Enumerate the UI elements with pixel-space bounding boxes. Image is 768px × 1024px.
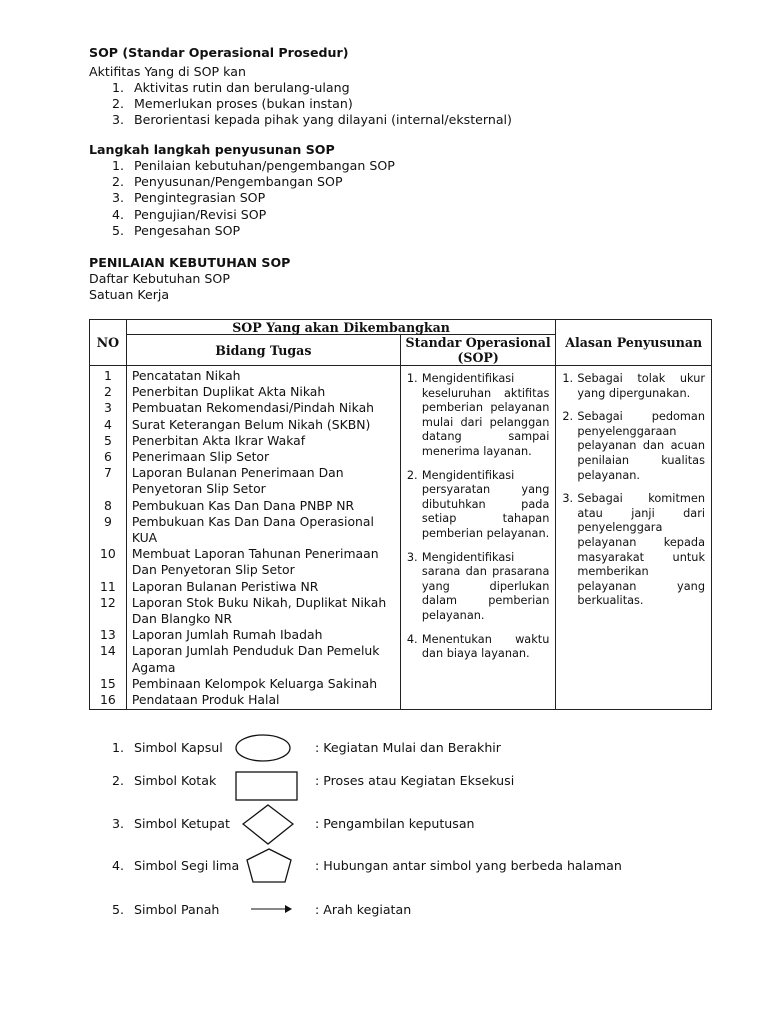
bidang-tugas-line: Laporan Bulanan Penerimaan Dan	[131, 465, 344, 481]
row-number: 6	[103, 449, 112, 465]
standar-column	[400, 366, 556, 710]
bidang-tugas-line: Penyetoran Slip Setor	[131, 481, 266, 497]
bidang-tugas-line: Pencatatan Nikah	[131, 368, 241, 383]
bidang-tugas-line: Pembuatan Rekomendasi/Pindah Nikah	[131, 400, 375, 416]
row-number: 11	[100, 578, 116, 594]
row-number: 15	[100, 675, 116, 691]
header-no: NO	[90, 320, 127, 366]
row-number	[90, 611, 126, 627]
bidang-tugas-column	[126, 366, 400, 710]
row-number: 4	[103, 416, 112, 432]
langkah-heading: Langkah langkah penyusunan SOP	[89, 142, 335, 157]
bidang-tugas-line: Dan Blangko NR	[131, 611, 233, 627]
symbol-desc: : Arah kegiatan	[315, 902, 412, 917]
bidang-tugas-line: Agama	[131, 659, 176, 675]
langkah-item: 3. Pengintegrasian SOP	[112, 190, 266, 206]
bidang-tugas-line: Penerbitan Akta Ikrar Wakaf	[131, 432, 306, 448]
alasan-column	[556, 366, 712, 710]
langkah-item: 1. Penilaian kebutuhan/pengembangan SOP	[112, 158, 395, 173]
row-number: 12	[100, 594, 116, 610]
row-number: 7	[103, 465, 112, 481]
alasan-item: 1. Sebagai tolak ukur yang dipergunakan.	[562, 372, 705, 400]
bidang-tugas-line: Dan Penyetoran Slip Setor	[131, 562, 295, 578]
row-number: 13	[100, 627, 116, 643]
satuan-kerja-label: Satuan Kerja	[89, 287, 170, 302]
alasan-item: 3. Sebagai komitmen atau janji dari penyelenggara pelayanan kepada masyarakat untuk memberikan pelayanan yang berkualitas.	[562, 492, 705, 608]
bidang-tugas-line: Penerbitan Duplikat Akta Nikah	[131, 384, 326, 400]
symbol-row-segilima: 4. Simbol Segi lima : Hubungan antar simbol yang berbeda halaman	[89, 858, 729, 898]
langkah-item: 5. Pengesahan SOP	[112, 222, 241, 238]
symbol-desc: : Proses atau Kegiatan Eksekusi	[315, 773, 515, 788]
row-number: 2	[103, 384, 112, 400]
row-number: 3	[103, 400, 112, 416]
symbol-label: Simbol Ketupat	[134, 816, 230, 831]
aktifitas-item: 1. Aktivitas rutin dan berulang-ulang	[112, 80, 350, 95]
bidang-tugas-line: Membuat Laporan Tahunan Penerimaan	[131, 546, 379, 562]
aktifitas-heading: Aktifitas Yang di SOP kan	[89, 64, 246, 79]
symbol-desc: : Pengambilan keputusan	[315, 816, 475, 831]
row-number: 5	[103, 432, 112, 448]
row-number: 1	[103, 368, 112, 383]
row-number: 16	[100, 692, 116, 708]
symbol-desc: : Kegiatan Mulai dan Berakhir	[315, 740, 501, 755]
row-number	[90, 660, 126, 676]
symbol-row-kotak: 2. Simbol Kotak : Proses atau Kegiatan Eksekusi	[89, 773, 729, 813]
standar-item: 4. Menentukan waktu dan biaya layanan.	[406, 632, 550, 661]
capsule-symbol-icon	[235, 734, 291, 762]
daftar-kebutuhan-label: Daftar Kebutuhan SOP	[89, 271, 230, 286]
bidang-tugas-line: Penerimaan Slip Setor	[131, 449, 270, 465]
aktifitas-item: 3. Berorientasi kepada pihak yang dilayani (internal/eksternal)	[112, 112, 512, 128]
symbol-row-ketupat: 3. Simbol Ketupat : Pengambilan keputusan	[89, 816, 729, 856]
aktifitas-list	[89, 80, 512, 129]
diamond-symbol-icon	[242, 804, 294, 846]
bidang-tugas-line: Laporan Jumlah Penduduk Dan Pemeluk	[131, 643, 380, 659]
header-standar-operasional: Standar Operasional (SOP)	[400, 335, 556, 366]
bidang-tugas-line: Surat Keterangan Belum Nikah (SKBN)	[131, 416, 371, 432]
bidang-tugas-line: Pembinaan Kelompok Keluarga Sakinah	[131, 675, 378, 691]
symbol-label: Simbol Segi lima	[134, 858, 240, 873]
langkah-item: 4. Pengujian/Revisi SOP	[112, 206, 267, 222]
standar-item: 3. Mengidentifikasi sarana dan prasarana yang diperlukan dalam pemberian pelayanan.	[406, 550, 550, 622]
standar-item: 2. Mengidentifikasi persyaratan yang dibutuhkan pada setiap tahapan pemberian pelayanan.	[406, 468, 550, 540]
bidang-tugas-line: Laporan Stok Buku Nikah, Duplikat Nikah	[131, 594, 387, 610]
row-number: 8	[103, 497, 112, 513]
document-title: SOP (Standar Operasional Prosedur)	[89, 45, 349, 60]
bidang-tugas-line: Pendataan Produk Halal	[131, 692, 280, 708]
bidang-tugas-line: Pembukuan Kas Dan Dana Operasional	[131, 513, 374, 529]
bidang-tugas-line: KUA	[131, 530, 158, 546]
row-number	[90, 481, 126, 497]
symbol-label: Simbol Panah	[134, 902, 220, 917]
no-column	[90, 366, 127, 710]
symbol-label: Simbol Kotak	[134, 773, 217, 788]
sop-table	[89, 319, 712, 710]
langkah-item: 2. Penyusunan/Pengembangan SOP	[112, 174, 343, 190]
pentagon-symbol-icon	[245, 848, 293, 884]
rectangle-symbol-icon	[235, 771, 299, 803]
row-number: 10	[100, 546, 116, 562]
alasan-item: 2. Sebagai pedoman penyelenggaraan pelayanan dan acuan penilaian kualitas pelayanan.	[562, 410, 705, 482]
header-sop-group: SOP Yang akan Dikembangkan	[126, 320, 556, 335]
aktifitas-item: 2. Memerlukan proses (bukan instan)	[112, 96, 353, 112]
header-bidang-tugas: Bidang Tugas	[126, 335, 400, 366]
symbol-label: Simbol Kapsul	[134, 740, 223, 755]
row-number	[90, 562, 126, 578]
row-number: 9	[103, 513, 112, 529]
row-number: 14	[100, 643, 116, 659]
arrow-symbol-icon	[250, 903, 294, 915]
symbol-row-kapsul: 1. Simbol Kapsul : Kegiatan Mulai dan Berakhir	[89, 740, 729, 780]
bidang-tugas-line: Laporan Bulanan Peristiwa NR	[131, 578, 319, 594]
header-alasan: Alasan Penyusunan	[556, 320, 712, 366]
langkah-list	[89, 158, 395, 239]
bidang-tugas-line: Pembukuan Kas Dan Dana PNBP NR	[131, 497, 355, 513]
symbol-row-panah: 5. Simbol Panah : Arah kegiatan	[112, 902, 412, 917]
penilaian-heading: PENILAIAN KEBUTUHAN SOP	[89, 255, 291, 270]
symbol-desc: : Hubungan antar simbol yang berbeda halaman	[315, 858, 622, 873]
row-number	[90, 530, 126, 546]
standar-item: 1. Mengidentifikasi keseluruhan aktifitas pemberian pelayanan mulai dari pelanggan datang sampai menerima layanan.	[406, 372, 550, 458]
bidang-tugas-line: Laporan Jumlah Rumah Ibadah	[131, 627, 323, 643]
